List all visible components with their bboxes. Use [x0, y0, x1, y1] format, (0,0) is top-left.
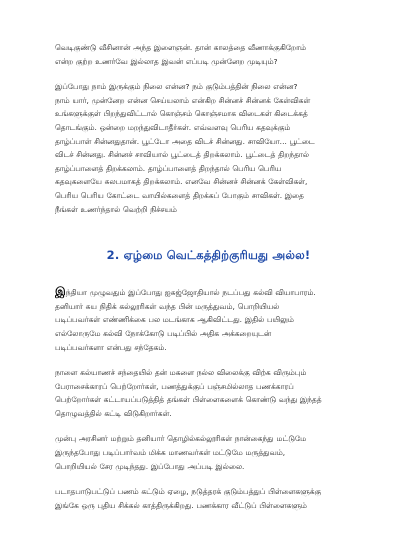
text-line: முன்பு அரசினர் மற்றும் தனியார் தொழில்கல்லூரிகள் நான்கைந்து மட்டுமே — [55, 434, 307, 444]
text-line: நீங்கள் உணர்ந்தால் வெற்றி நிச்சயம் — [55, 204, 177, 214]
text-line: தொடங்கும். ஒன்றை மறந்துவிடாதீர்கள். எவ்வளவு பெரிய கதவுக்கும் — [55, 122, 291, 132]
text-line: இப்போது நாம் இருக்கும் நிலை என்ன? நம் குடும்பத்தின் நிலை என்ன? — [55, 82, 298, 92]
paragraph-parents — [55, 366, 362, 420]
text-line: தாழ்ப்பாளைத் திறக்கலாம். தாழ்ப்பாளைத் திறந்தால் பெரிய பெரிய — [55, 163, 282, 173]
text-line: படாதபாடுபட்டுப் பணம் கட்டும் ஏழை, நடுத்தரக் குடும்பத்துப் பிள்ளைகளுக்கு — [55, 487, 322, 497]
text-line: விடச் சின்னது. சின்னச் சாவியால் பூட்டைத் திறக்கலாம். பூட்டைத் திறந்தால் — [55, 150, 309, 160]
text-line: இருந்தபோது படிப்பார்வம் மிக்க மாணவர்கள் மட்டுமே மருத்துவம், — [55, 448, 286, 458]
chapter-heading: 2. ஏழ்மை வெட்கத்திற்குரியது அல்ல! — [106, 248, 311, 263]
text-line: எல்லோருமே கல்வி நோக்கோடு படிப்பில் அதிக அக்கறையுடன் — [55, 328, 272, 338]
paragraph-education-business — [55, 285, 362, 354]
paragraph-colleges — [55, 432, 362, 473]
paragraph-poor-families — [55, 485, 362, 512]
paragraph-intro — [55, 41, 362, 68]
text-line: தொழுவத்தில் கட்டி விடுகிறார்கள். — [55, 408, 172, 418]
text-line: பேராசைக்காரப் பெற்றோர்கள், பணத்துக்குப் பஞ்சமில்லாத பணக்காரப் — [55, 381, 294, 391]
text-line: உங்களுக்குள் பிறந்துவிட்டால் கொஞ்சம் கொஞ்சமாக விடைகள் கிடைக்கத் — [55, 109, 308, 119]
paragraph-questions — [55, 80, 362, 216]
text-line-rest: ந்தியா முழுவதும் இப்போது ஐசுஜ்ஜோதியால் நடப்பது கல்வி வியாபாரம். — [65, 288, 316, 298]
text-line: நாளை கல்யாணச் சந்தையில் தன் மகளை நல்ல விலைக்கு விற்க விரும்பும் — [55, 368, 307, 378]
text-line: படிப்பவர்கள் எண்ணிக்கை பல மடங்காக ஆகிவிட்டது. இதில் பயிலும் — [55, 315, 294, 325]
text-line: தனியார் சுய நிதிக் கல்லூரிகள் வந்த பின் மருத்துவம், பொறியியல் — [55, 301, 280, 311]
text-line: பெற்றோர்கள் கட்டாயப்படுத்தித் தங்கள் பிள்ளைகளைக் கொண்டு வந்து இந்தத் — [55, 395, 322, 405]
text-line: என்ற குற்ற உணர்வே இல்லாத இவன் எப்படி முன்னேற முடியும்? — [55, 56, 278, 66]
text-line: நாம் யார், முன்னேற என்ன செய்யலாம் என்கிற சின்னச் சின்னக் கேள்விகள் — [55, 95, 311, 105]
text-line: படிப்பவர்களா என்பது சந்தேகம். — [55, 342, 167, 352]
text-line: கதவுகளையே சுலபமாகத் திறக்கலாம். எனவே சின்னச் சின்னக் கேள்விகள், — [55, 177, 308, 187]
text-line: பொறியியல் சேர முடிந்தது. இப்போது அப்படி இல்லை. — [55, 461, 245, 471]
text-line — [55, 285, 362, 300]
text-line: பெரிய பெரிய கோட்டை வாயில்களைத் திறக்கப் போகும் சாவிகள். இதை — [55, 190, 304, 200]
text-line: வெடிகுண்டு வீசினான் அந்த இளைஞன். தான் காலத்தை வீணாக்குகிறோம் — [55, 43, 306, 52]
drop-cap: இ — [55, 285, 66, 299]
text-line: இங்கே ஒரு புதிய சிக்கல் காத்திருக்கிறது. பணக்கார வீட்டுப் பிள்ளைகளும் — [55, 500, 307, 510]
text-line: தாழ்ப்பாள் சின்னதுதான். பூட்டோ அதை விடச் சின்னது. சாவியோ... பூட்டை — [55, 136, 315, 146]
